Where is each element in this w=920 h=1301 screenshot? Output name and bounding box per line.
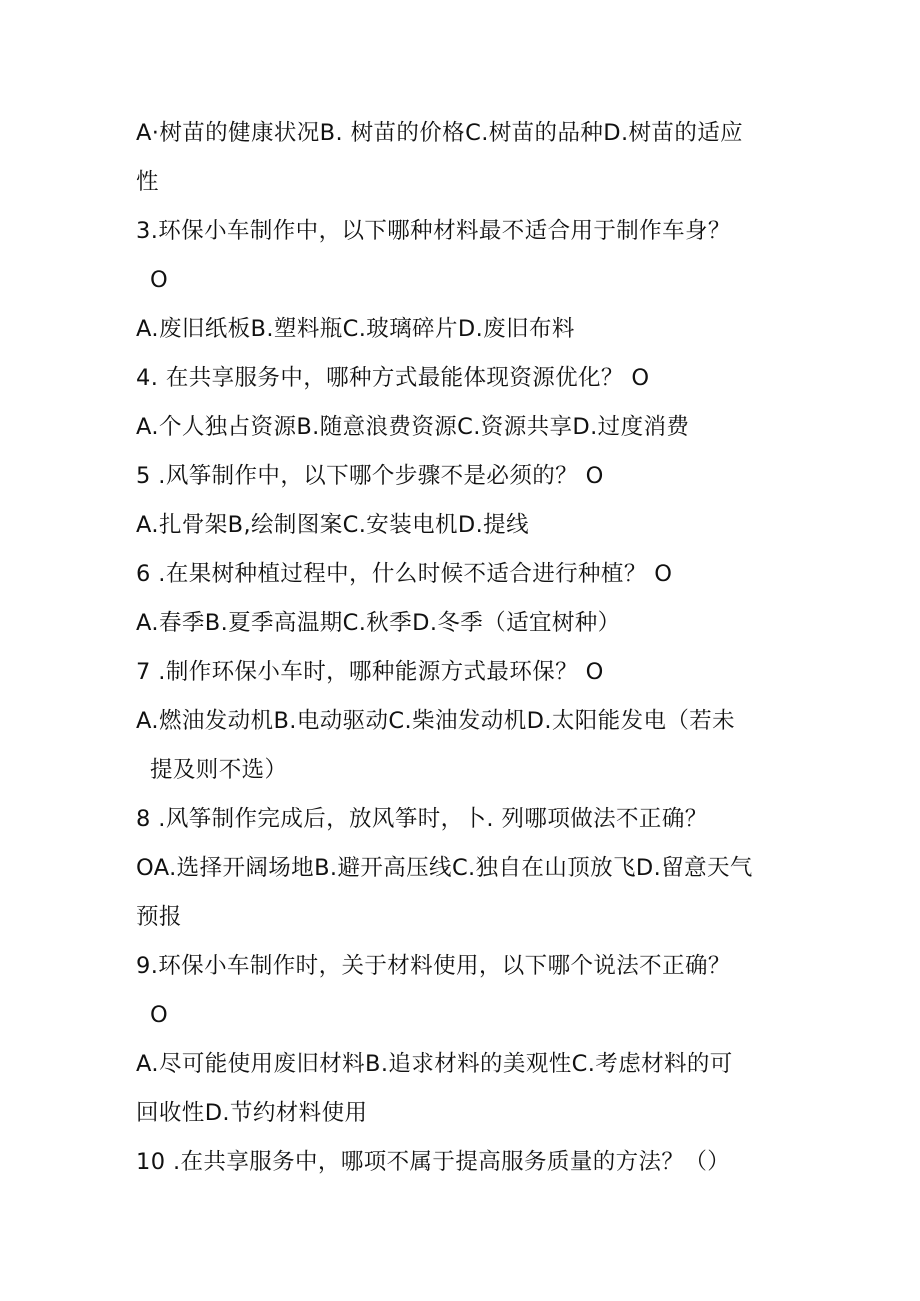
question-5: 5 .风筝制作中，以下哪个步骤不是必须的？ O <box>136 463 604 489</box>
options-q3: A.废旧纸板B.塑料瓶C.玻璃碎片D.废旧布料 <box>136 316 575 342</box>
options-q9-cont: 回收性D.节约材料使用 <box>136 1100 368 1126</box>
options-q8-cont: 预报 <box>136 904 182 930</box>
options-q9: A.尽可能使用废旧材料B.追求材料的美观性C.考虑材料的可 <box>136 1051 733 1077</box>
question-7: 7 .制作环保小车时，哪种能源方式最环保？ O <box>136 659 604 685</box>
options-q7: A.燃油发动机B.电动驱动C.柴油发动机D.太阳能发电（若未 <box>136 708 736 734</box>
options-q5: A.扎骨架B,绘制图案C.安装电机D.提线 <box>136 512 529 538</box>
option-line-q2-cont: 性 <box>136 169 159 195</box>
question-3: 3.环保小车制作中，以下哪种材料最不适合用于制作车身？ <box>136 218 731 244</box>
options-q4: A.个人独占资源B.随意浪费资源C.资源共享D.过度消费 <box>136 414 690 440</box>
options-q7-cont: 提及则不选） <box>150 757 288 783</box>
question-3-blank: O <box>150 267 169 293</box>
question-6: 6 .在果树种植过程中，什么时候不适合进行种植？ O <box>136 561 673 587</box>
options-q6: A.春季B.夏季高温期C.秋季D.冬季（适宜树种） <box>136 610 621 636</box>
question-9-blank: O <box>150 1002 169 1028</box>
question-10: 10 .在共享服务中，哪项不属于提高服务质量的方法？（） <box>136 1149 731 1175</box>
question-4: 4. 在共享服务中，哪种方式最能体现资源优化？ O <box>136 365 650 391</box>
question-8: 8 .风筝制作完成后，放风筝时，卜. 列哪项做法不正确？ <box>136 806 708 832</box>
options-q8: OA.选择开阔场地B.避开高压线C.独自在山顶放飞D.留意天气 <box>136 855 753 881</box>
option-line-q2: A·树苗的健康状况B. 树苗的价格C.树苗的品种D.树苗的适应 <box>136 120 744 146</box>
question-9: 9.环保小车制作时，关于材料使用，以下哪个说法不正确？ <box>136 953 731 979</box>
